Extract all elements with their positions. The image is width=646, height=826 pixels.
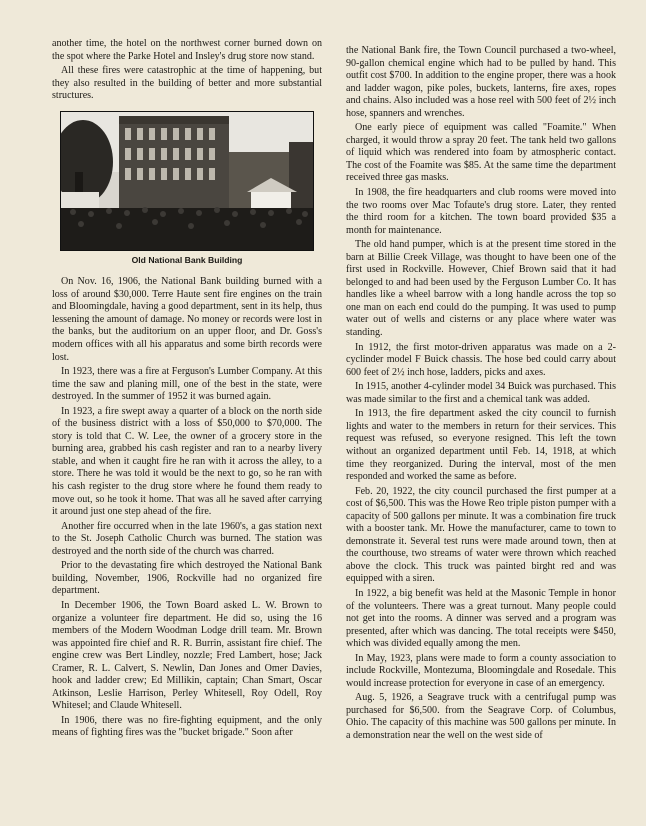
- paragraph: Another fire occurred when in the late 1960's, a gas station next to the St. Joseph Catholic Church was burned. The station was destroyed and the north side of the church was charred.: [52, 520, 322, 557]
- paragraph: In 1923, a fire swept away a quarter of a block on the north side of the business district with a loss of $50,000 to $70,000. The story is told that C. W. Lee, the owner of a grocery store in the burning area, grabbed his cash register and ran to a nearby livery stable, and when it caught fire he ran with it across the alley, to a store. There he was told it would be the next to go, so he ran with his cash register to the drug store where he found them ready to move out, so he took it home. That was all he saved after carrying it around just one step ahead of the fire.: [52, 405, 322, 518]
- paragraph: another time, the hotel on the northwest corner burned down on the spot where the Parke Hotel and Insley's drug store now stand.: [52, 38, 322, 62]
- paragraph: In 1912, the first motor-driven apparatus was made on a 2-cyclinder model F Buick chassis. The hose bed could carry about 600 feet of 2½ inch hose, ladders, picks and axes.: [346, 341, 616, 378]
- paragraph: In May, 1923, plans were made to form a county association to include Rockville, Montezuma, Bloomingdale and Rosedale. This would increase protection for everyone in case of an emergency.: [346, 652, 616, 689]
- paragraph: The old hand pumper, which is at the present time stored in the barn at Billie Creek Village, was thought to have been one of the first used in Rockville. However, Chief Brown said that it had belonged to and had been used by the Ferguson Lumber Co. It has handles like a wheel barrow with a long handle across the top so one man on each end could do the pumping. It was used to pump water out of wells and cisterns or any place where water was standing.: [346, 239, 616, 339]
- paragraph: One early piece of equipment was called "Foamite." When charged, it would throw a spray 20 feet. The tank held two gallons of liquid which was rendered into foam by atmospheric contact. The cost of the Foamite was $85. At the same time the department received three gas masks.: [346, 122, 616, 184]
- paragraph: All these fires were catastrophic at the time of happening, but they also resulted in the building of better and more substantial structures.: [52, 65, 322, 102]
- paragraph: In 1915, another 4-cylinder model 34 Buick was purchased. This was made similar to the first and a chemical tank was added.: [346, 381, 616, 405]
- paragraph: In 1913, the fire department asked the city council to furnish lights and water to the members in return for their services. This request was refused, so everyone resigned. This left the town without an organized department until Feb. 14, 1918, at which time they reorganized. During the interval, most of the men responded and worked the same as before.: [346, 408, 616, 483]
- paragraph: Feb. 20, 1922, the city council purchased the first pumper at a cost of $6,500. This was the Howe Reo triple piston pumper with a capacity of 500 gallons per minute. It was a combination fire truck with a booster tank. Mr. Howe the manufacturer, came to town to demonstrate it. Several test runs were made around town, then at the courthouse, two streams of water were thrown which reached above the clock. This truck was painted birght red and was equipped with a siren.: [346, 485, 616, 585]
- photo-caption: Old National Bank Building: [131, 254, 243, 265]
- paragraph: the National Bank fire, the Town Council purchased a two-wheel, 90-gallon chemical engine which had to be pulled by hand. This outfit cost $700. In addition to the engine proper, there was a hook and ladder wagon, pike poles, buckets, lanterns, fire axes, ropes and chains. Also included was a hose reel with 500 feet of 2½ inch hose, spanners and wrenches.: [346, 45, 616, 119]
- paragraph: Aug. 5, 1926, a Seagrave truck with a centrifugal pump was purchased for $6,500. from the Seagrave Corp. of Columbus, Ohio. The capacity of this machine was 500 gallons per minute. In a demonstration near the well on the west side of: [346, 692, 616, 741]
- paragraph: In December 1906, the Town Board asked L. W. Brown to organize a volunteer fire department. He did so, using the 16 members of the Modern Woodman Lodge drill team. Mr. Brown was appointed fire chief and R. R. Burrin, assistant fire chief. The engine crew was Bert Lindley, nozzle; Fred Lambert, hose; Jack Cramer, R. L. Calvert, S. Newlin, Dan Jones and Omer Davies, hook and ladder crew; Ed Millikin, captain; Chan Smart, Oscar Atkinson, Leslie Harrison, Perley Whitesell, Roy Odell, Roy Whitesel; and Claude Whitesell.: [52, 599, 322, 712]
- paragraph: In 1908, the fire headquarters and club rooms were moved into the two rooms over Mac Tofaute's drug store. Later, they rented the third room for a kitchen. The town board provided $35 a month for maintenance.: [346, 187, 616, 236]
- paragraph: On Nov. 16, 1906, the National Bank building burned with a loss of around $30,000. Terre Haute sent fire engines on the train and Bloomingdale, having a good department, sent in its help, thus lessening the amount of damage. No money or records were lost in the banks, but the auditorium on an upper floor, and Dr. Goss's modern offices with all his apparatus and some birth records were lost.: [52, 276, 322, 363]
- paragraph: In 1906, there was no fire-fighting equipment, and the only means of fighting fires was the "bucket brigade." Soon after: [52, 714, 322, 739]
- bank-building-photo: [60, 111, 314, 251]
- photo-image: [61, 112, 313, 250]
- paragraph: Prior to the devastating fire which destroyed the National Bank building, November, 1906, Rockville had no organized fire department.: [52, 560, 322, 597]
- left-column: [52, 38, 322, 742]
- paragraph: In 1922, a big benefit was held at the Masonic Temple in honor of the volunteers. There was a great turnout. Many people could not get into the rooms. A dinner was served and a program was presented, after which was dancing. The total receipts were $450, which was divided equally among the men.: [346, 587, 616, 650]
- paragraph: In 1923, there was a fire at Ferguson's Lumber Company. At this time the saw and planing mill, one of the best in the state, were destroyed. In the summer of 1952 it was burned again.: [52, 366, 322, 403]
- right-column: [346, 45, 616, 745]
